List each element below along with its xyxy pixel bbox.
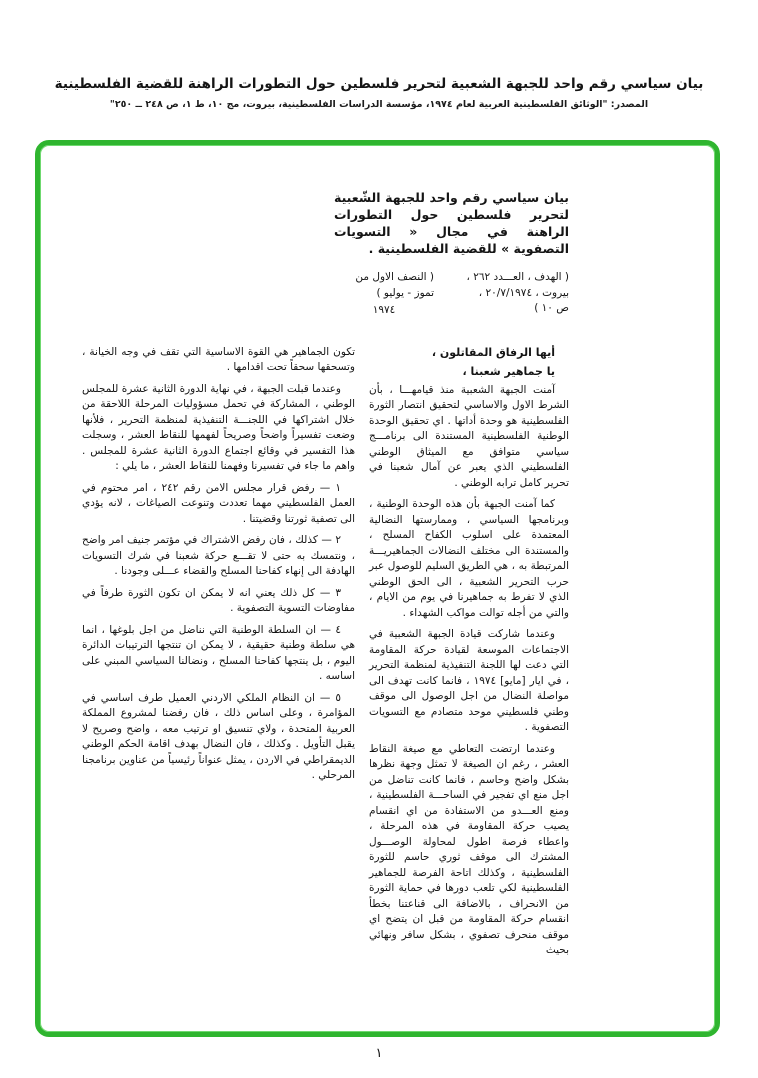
page-number: ١ bbox=[375, 1046, 383, 1061]
paragraph: آمنت الجبهة الشعبية منذ قيامهـــا ، بأن الشرط الاول والاساسي لتحقيق انتصار الثورة الفلسطينية هو وحدة أداتها . اي تحقيق الوحدة الوطنية الفلسطينية المستندة الى برنامـــج سياسي متوافق مع الميثاق الوطني الفلسطيني الذي يعبر عن آمال شعبنا في تحرير كامل ترابه الوطني . bbox=[369, 383, 569, 489]
document-title-block bbox=[334, 189, 569, 319]
column-left bbox=[82, 345, 355, 790]
citation-period bbox=[334, 270, 434, 319]
citation-line: ص ١٠ ) bbox=[534, 302, 569, 314]
green-border-frame bbox=[35, 140, 720, 1037]
column-right bbox=[369, 345, 569, 965]
source-citation: المصدر: "الوثائق الفلسطينية العربية لعام ١٩٧٤، مؤسسة الدراسات الفلسطينية، بيروت، مج ١٠، ط ١، ص ٢٤٨ ــ ٢٥٠" bbox=[109, 99, 649, 110]
citation-line: ( الهدف ، العـــدد ٢٦٢ ، bbox=[466, 271, 569, 283]
paragraph: تكون الجماهير هي القوة الاساسية التي تقف في وجه الخيانة ، وتسحقها سحقاً تحت اقدامها . bbox=[82, 345, 355, 373]
numbered-item: ٣ — كل ذلك يعني انه لا يمكن ان تكون الثورة طرفاً في مفاوضات التسوية التصفوية . bbox=[82, 586, 355, 614]
document-body bbox=[40, 145, 715, 1032]
two-column-text bbox=[80, 345, 569, 965]
paragraph: وعندما ارتضت التعاطي مع صيغة النقاط العشر ، رغم ان الصيغة لا تمثل وجهة نظرها بشكل واضح وحاسم ، فانما كانت تناضل من اجل منع اي تفجير في الساحـــة الفلسطينية ، ومنع العـــدو من الاستفادة من اي انقسام يصيب حركة المقاومة في هذه المرحلة ، واعطاء فرصة اطول لمحاولة الوصـــول المشترك الى موقف ثوري حاسم للثورة الفلسطينية ، وكذلك اتاحة الفرصة للجماهير الفلسطينية لكي تلعب دورها في حماية الثورة من الانحراف ، بالاضافة الى قناعتنا بخطأ انقسام حركة المقاومة من قبل ان يتضح اي موقف منحرف تصفوي ، بشكل سافر ونهائي بحيث bbox=[369, 742, 569, 956]
paragraph: وعندما قبلت الجبهة ، في نهاية الدورة الثانية عشرة للمجلس الوطني ، المشاركة في تحمل مسؤوليات المرحلة اللاحقة من خلال اشتراكها في اللجنـــة التنفيذية لمنظمة التحرير ، فلأنها وضعت تفسيراً واضحاً وصريحاً لفهمها للنقاط العشر ، وسجلت هذا التفسير في وقائع اجتماع الدورة الثانية عشرة للمجلس . واهم ما جاء في تفسيرنا وفهمنا للنقاط العشر ، ما يلي : bbox=[82, 382, 355, 472]
paragraph: وعندما شاركت قيادة الجبهة الشعبية في الاجتماعات الموسعة لقيادة حركة المقاومة التي دعت لها اللجنة التنفيذية لمنظمة التحرير ، في ايار [مايو] ١٩٧٤ ، فانما كانت تهدف الى مواصلة النضال من اجل الوصول الى موقف وطني فلسطيني موحد متصادم مع التسويات التصفوية . bbox=[369, 628, 569, 733]
citation-year: ١٩٧٤ bbox=[372, 304, 396, 316]
citation-line: ( النصف الاول من تموز - يوليو ) bbox=[355, 271, 434, 299]
salutation-line: يا جماهير شعبنا ، bbox=[462, 364, 555, 378]
salutation-line: أيها الرفاق المقاتلون ، bbox=[431, 345, 555, 359]
numbered-item: ٤ — ان السلطة الوطنية التي نناضل من اجل بلوغها ، انما هي سلطة وطنية حقيقية ، لا يمكن ان تنتجها الترتيبات الدائرة اليوم ، بل ينتجها كفاحنا المسلح ، ونضالنا السياسي المبني على اساسه . bbox=[82, 623, 355, 682]
numbered-item: ٢ — كذلك ، فان رفض الاشتراك في مؤتمر جنيف امر واضح ، ونتمسك به حتى لا تقـــع حركة شعبنا في شرك التسويات الهادفة الى إنهاء كفاحنا المسلح والقضاء عـــلى وجودنا . bbox=[82, 534, 355, 577]
paragraph: كما آمنت الجبهة بأن هذه الوحدة الوطنية ، وبرنامجها السياسي ، وممارستها النضالية المعتمدة على اسلوب الكفاح المسلح ، والمستندة الى مختلف النضالات الجماهيريـــة المرتبطة به ، هي الطريق السليم للوصول عبر حرب التحرير الشعبية ، الى الحق الوطني الذي لا تفرط به جماهيرنا في يوم من الايام ، والتي من أجله توالت مواكب الشهداء . bbox=[369, 498, 569, 619]
numbered-item: ٥ — ان النظام الملكي الاردني العميل طرف اساسي في المؤامرة ، وعلى اساس ذلك ، فان رفضنا لمشروع المملكة العربية المتحدة ، ولاي تنسيق او ترتيب معه ، واضح وصريح لا يقبل التأويل . وكذلك ، فان النضال بهدف اقامة الحكم الوطني الديمقراطي في الاردن ، يمثل عنواناً رئيسياً من عناوين برنامجنا المرحلي . bbox=[82, 691, 355, 781]
page-footer bbox=[0, 1042, 758, 1061]
citation-line: بيروت ، ٢٠/٧/١٩٧٤ ، bbox=[478, 286, 569, 299]
numbered-item: ١ — رفض قرار مجلس الامن رقم ٢٤٢ ، امر محتوم في العمل الفلسطيني مهما تعددت وتنوعت الصياغات ، لانه يؤدي الى تصفية ثورتنا وقضيتنا . bbox=[82, 481, 355, 525]
citation-row bbox=[334, 270, 569, 319]
page-header bbox=[0, 0, 758, 110]
citation-hadaf bbox=[443, 270, 569, 317]
document-title: بيان سياسي رقم واحد للجبهة الشّعبية لتحرير فلسطين حول التطورات الراهنة في مجال « التسويات التصفوية » للقضية الفلسطينية . bbox=[334, 190, 569, 256]
document-heading: بيان سياسي رقم واحد للجبهة الشعبية لتحرير فلسطين حول التطورات الراهنة للقضية الفلسطينية bbox=[54, 76, 704, 92]
